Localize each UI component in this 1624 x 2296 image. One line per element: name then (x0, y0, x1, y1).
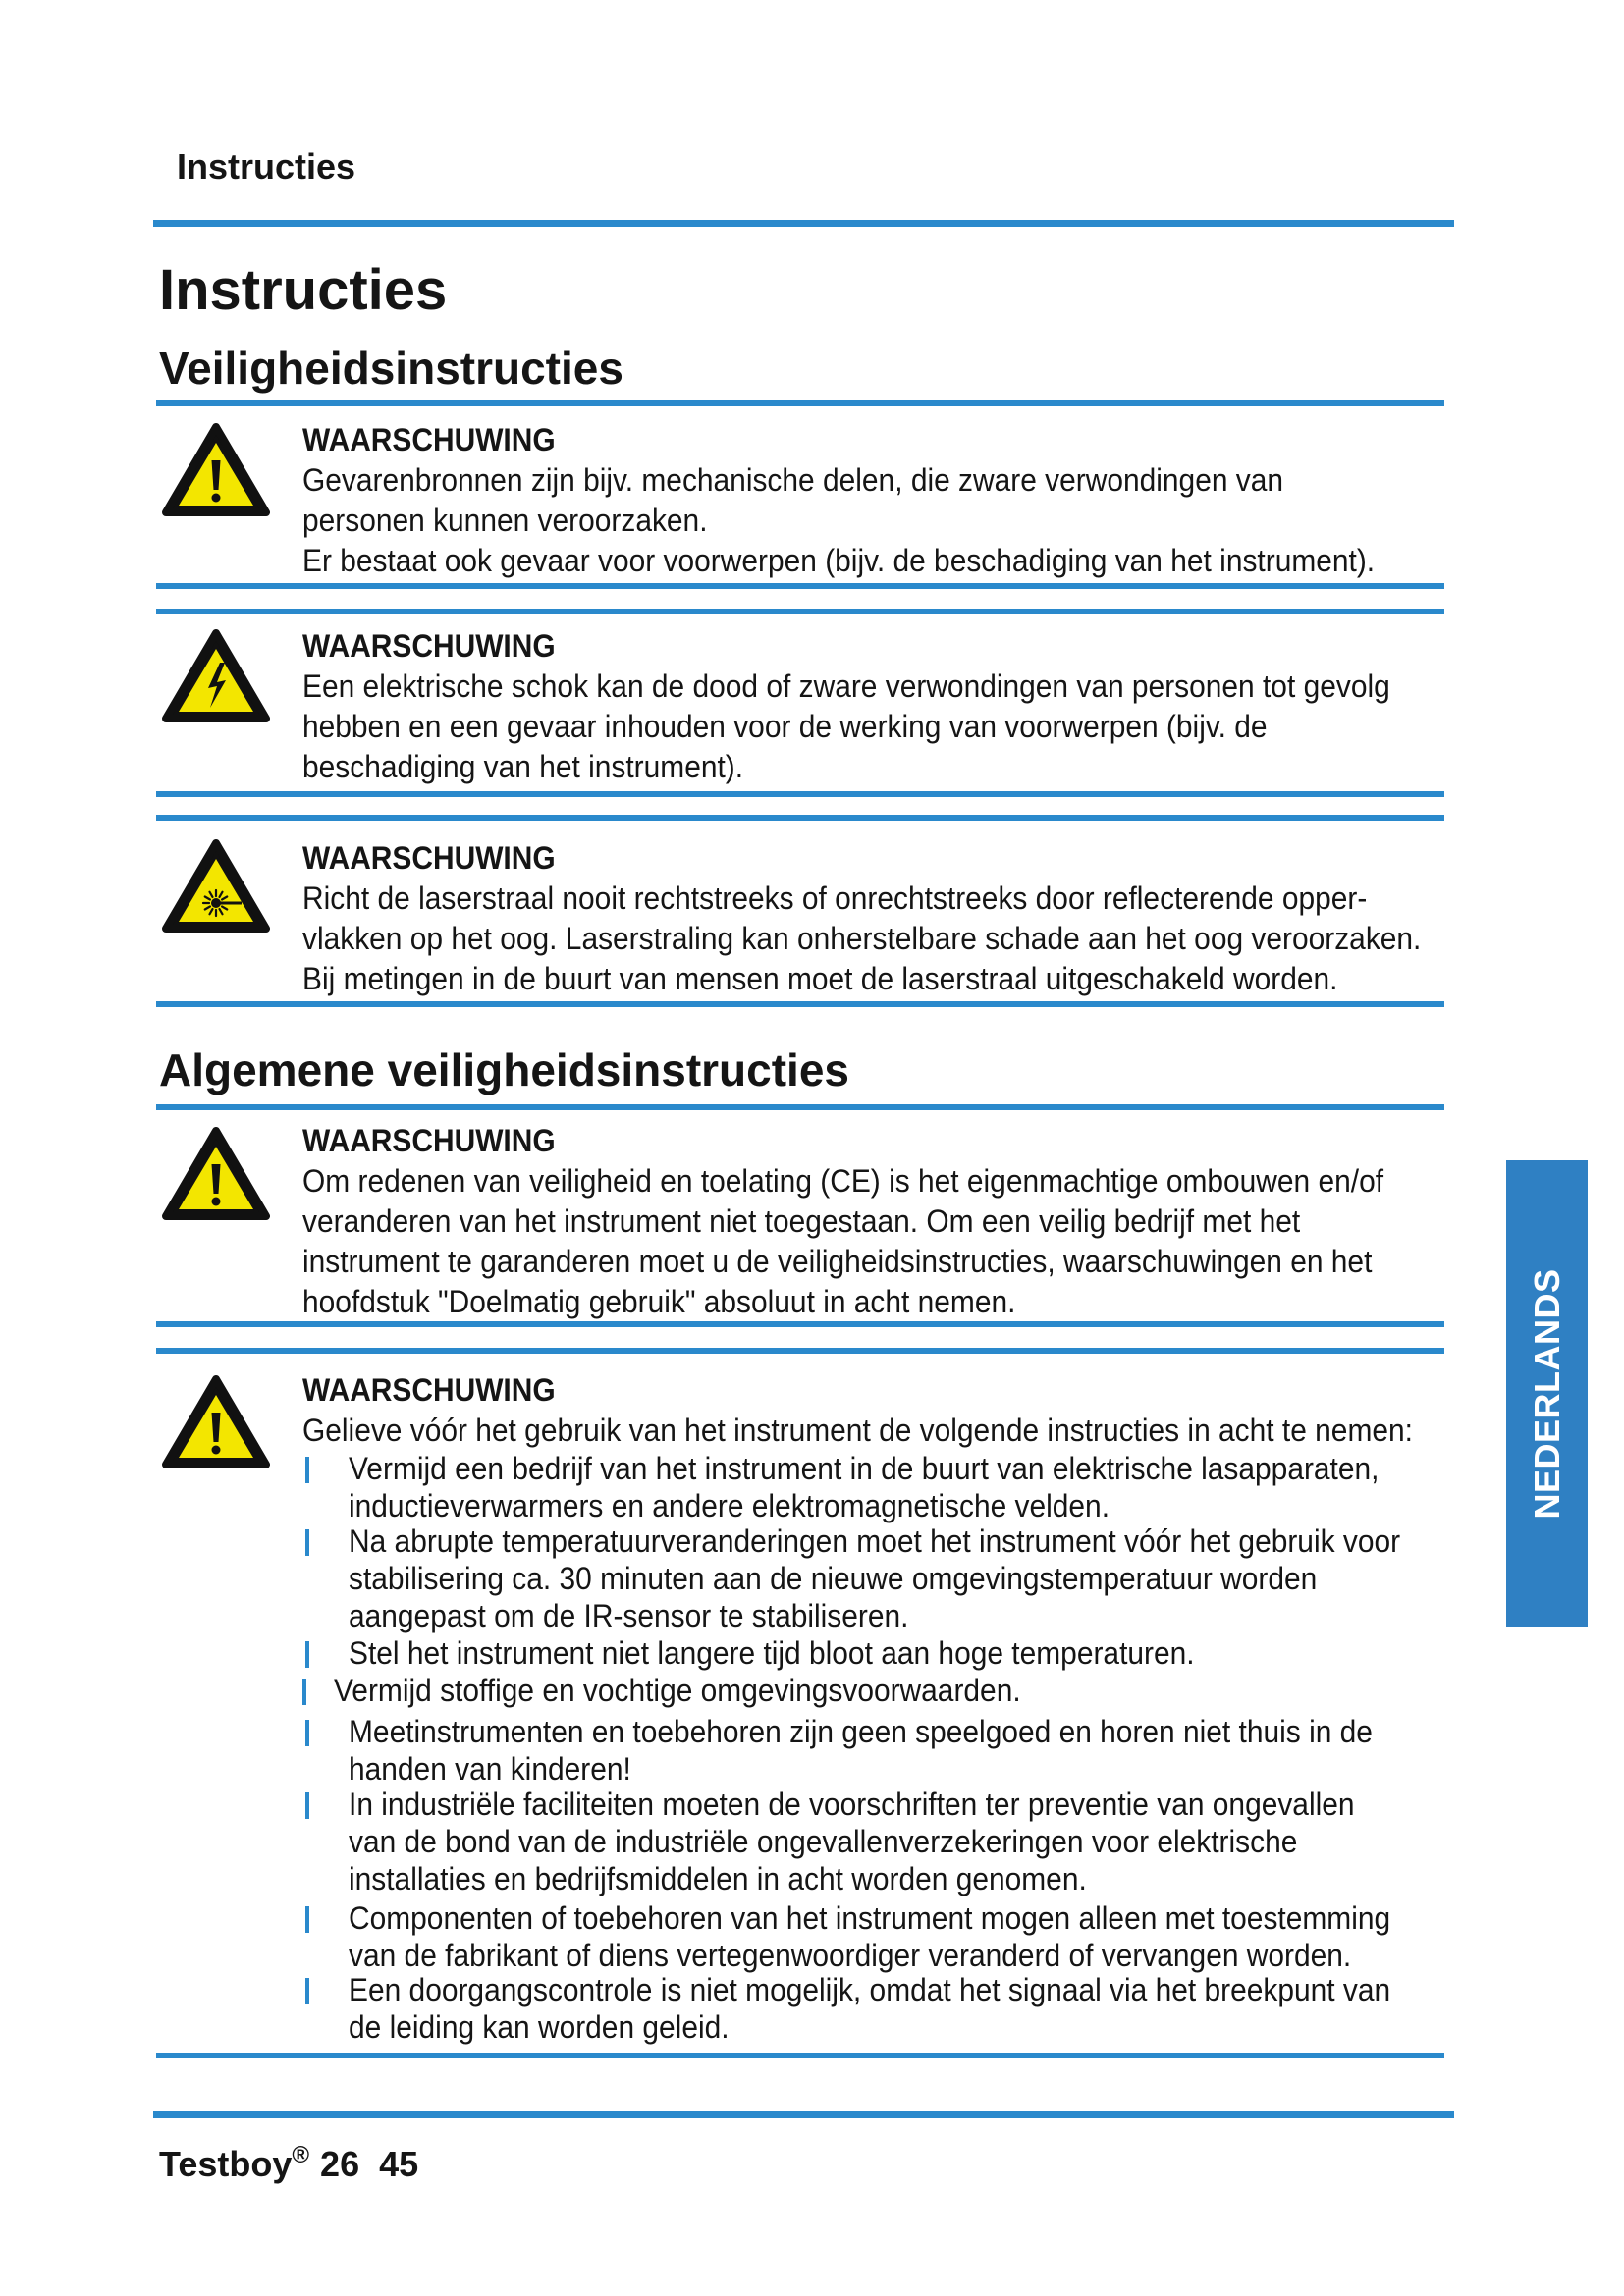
registered-mark: ® (292, 2142, 310, 2168)
electric-hazard-icon (162, 627, 270, 723)
list-item-line: inductieverwarmers en andere elektromagnetische velden. (349, 1488, 1110, 1523)
warning-exclamation-icon (162, 1125, 270, 1221)
language-tab-label: NEDERLANDS (1526, 1267, 1567, 1520)
divider (156, 1001, 1444, 1007)
list-item-line: Een doorgangscontrole is niet mogelijk, omdat het signaal via het breekpunt van (349, 1972, 1391, 2007)
warning-text (302, 1370, 1490, 1451)
warning-title: WAARSCHUWING (302, 840, 556, 876)
bullet-bar (302, 1679, 306, 1705)
list-item-line: van de bond van de industriële ongevallenverzekeringen voor elektrische (349, 1824, 1298, 1859)
language-tab (1506, 1160, 1588, 1627)
warning-title: WAARSCHUWING (302, 1123, 556, 1158)
bullet-bar (305, 1529, 309, 1556)
warning-text (302, 420, 1449, 581)
bullet-bar (305, 1720, 309, 1746)
list-item-line: Vermijd een bedrijf van het instrument in de buurt van elektrische lasapparaten, (349, 1451, 1380, 1486)
warning-line: beschadiging van het instrument). (302, 749, 744, 784)
divider (156, 1348, 1444, 1354)
warning-text (302, 626, 1466, 787)
divider (156, 1321, 1444, 1327)
model-number: 26 (320, 2144, 360, 2184)
section-heading: Algemene veiligheidsinstructies (159, 1044, 850, 1095)
page-number: 45 (379, 2144, 419, 2184)
list-item-line: Stel het instrument niet langere tijd bloot aan hoge temperaturen. (349, 1635, 1195, 1671)
warning-line: veranderen van het instrument niet toegestaan. Om een veilig bedrijf met het (302, 1203, 1301, 1239)
warning-line: Bij metingen in de buurt van mensen moet de laserstraal uitgeschakeld worden. (302, 961, 1338, 996)
warning-line: Gelieve vóór het gebruik van het instrument de volgende instructies in acht te nemen: (302, 1413, 1413, 1448)
page-title: Instructies (159, 258, 448, 322)
divider (156, 2053, 1444, 2058)
warning-line: personen kunnen veroorzaken. (302, 503, 708, 538)
bullet-bar (305, 1978, 309, 2004)
list-item-line: stabilisering ca. 30 minuten aan de nieuwe omgevingstemperatuur worden (349, 1561, 1318, 1596)
warning-text (302, 1121, 1459, 1322)
warning-title: WAARSCHUWING (302, 628, 556, 664)
bullet-bar (305, 1457, 309, 1483)
bullet-bar (305, 1792, 309, 1819)
divider (156, 1104, 1444, 1110)
warning-line: hoofdstuk "Doelmatig gebruik" absoluut in acht nemen. (302, 1284, 1016, 1319)
warning-line: Een elektrische schok kan de dood of zware verwondingen van personen tot gevolg (302, 668, 1390, 704)
list-item-line: Componenten of toebehoren van het instrument mogen alleen met toestemming (349, 1900, 1391, 1936)
footer-divider (153, 2111, 1454, 2118)
list-item-line: van de fabrikant of diens vertegenwoordiger veranderd of vervangen worden. (349, 1938, 1352, 1973)
list-item-line: In industriële faciliteiten moeten de voorschriften ter preventie van ongevallen (349, 1787, 1355, 1822)
warning-line: Richt de laserstraal nooit rechtstreeks of onrechtstreeks door reflecterende opper- (302, 881, 1368, 916)
divider (156, 791, 1444, 797)
warning-line: vlakken op het oog. Laserstraling kan onherstelbare schade aan het oog veroorzaken. (302, 921, 1422, 956)
header-divider (153, 220, 1454, 227)
list-item-line: installaties en bedrijfsmiddelen in acht worden genomen. (349, 1861, 1087, 1896)
divider (156, 609, 1444, 614)
list-item-line: Meetinstrumenten en toebehoren zijn geen speelgoed en horen niet thuis in de (349, 1714, 1373, 1749)
running-header: Instructies (177, 146, 356, 187)
warning-text (302, 838, 1499, 999)
list-item-line: Vermijd stoffige en vochtige omgevingsvoorwaarden. (334, 1673, 1021, 1708)
divider (156, 815, 1444, 821)
bullet-bar (305, 1906, 309, 1933)
list-item-line: aangepast om de IR-sensor te stabiliseren. (349, 1598, 909, 1633)
divider (156, 400, 1444, 406)
list-item-line: de leiding kan worden geleid. (349, 2009, 730, 2045)
warning-line: hebben en een gevaar inhouden voor de werking van voorwerpen (bijv. de (302, 709, 1268, 744)
divider (156, 583, 1444, 589)
warning-line: Gevarenbronnen zijn bijv. mechanische delen, die zware verwondingen van (302, 462, 1284, 498)
list-item-line: handen van kinderen! (349, 1751, 631, 1787)
list-item-line: Na abrupte temperatuurveranderingen moet het instrument vóór het gebruik voor (349, 1523, 1401, 1559)
bullet-bar (305, 1641, 309, 1668)
warning-line: Om redenen van veiligheid en toelating (CE) is het eigenmachtige ombouwen en/of (302, 1163, 1384, 1199)
section-heading: Veiligheidsinstructies (159, 343, 623, 394)
footer (159, 2143, 418, 2191)
warning-exclamation-icon (162, 1373, 270, 1469)
warning-title: WAARSCHUWING (302, 1372, 556, 1408)
warning-exclamation-icon (162, 421, 270, 517)
warning-line: instrument te garanderen moet u de veiligheidsinstructies, waarschuwingen en het (302, 1244, 1373, 1279)
brand-name: Testboy (159, 2144, 293, 2184)
warning-title: WAARSCHUWING (302, 422, 556, 457)
laser-hazard-icon (162, 837, 270, 934)
warning-line: Er bestaat ook gevaar voor voorwerpen (bijv. de beschadiging van het instrument). (302, 543, 1376, 578)
